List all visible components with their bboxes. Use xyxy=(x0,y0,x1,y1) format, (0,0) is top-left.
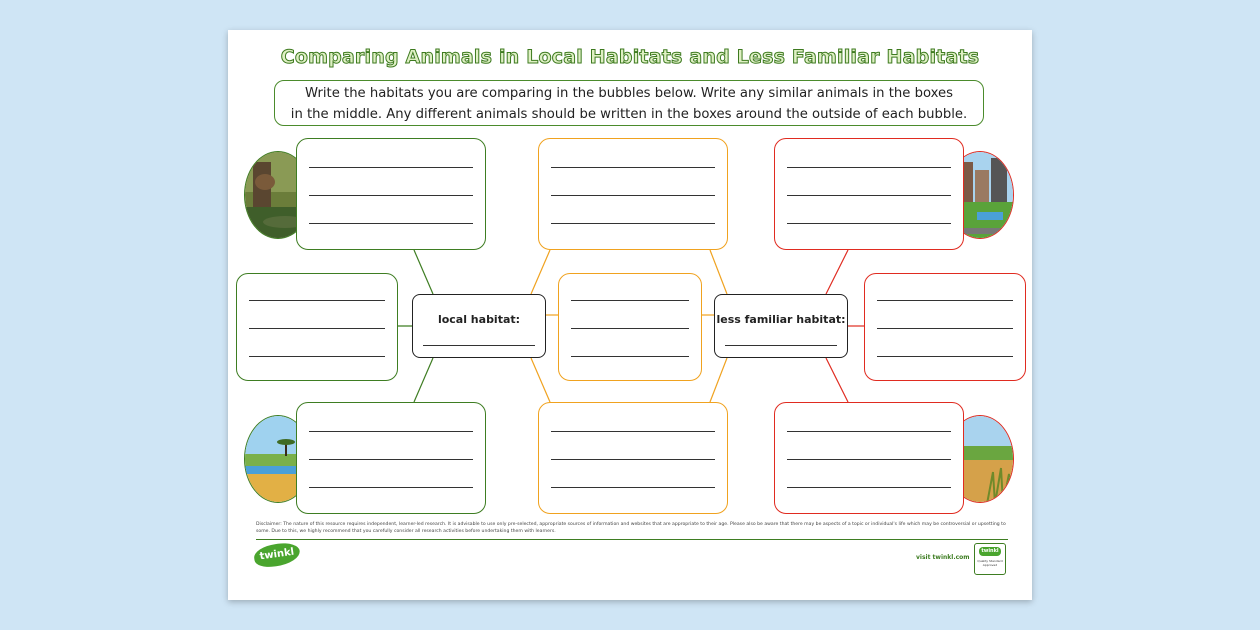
local-habitat-bubble[interactable] xyxy=(412,294,546,358)
visit-link[interactable]: visit twinkl.com xyxy=(916,554,970,561)
worksheet xyxy=(228,30,1032,600)
badge-title: twinkl xyxy=(979,547,1001,556)
less-familiar-habitat-label: less familiar habitat: xyxy=(716,313,846,326)
disclaimer-text: Disclaimer: The nature of this resource requires independent, learner-led research. It is advisable to use only pre-selected, appropriate sources of information and websites that are appropriate to their age. Please also be aware that there may be aspects of a topic or individual's life which may be controversial or upsetting to some. Due to this, we highly recommend that you carefully consider all research activities before undertaking them with learners. xyxy=(256,522,1006,534)
footer-divider xyxy=(256,539,1008,540)
less-familiar-habitat-bubble[interactable] xyxy=(714,294,848,358)
instructions-line-1: Write the habitats you are comparing in the bubbles below. Write any similar animals in the boxes xyxy=(305,86,953,101)
similar-animals-box-top[interactable] xyxy=(538,138,728,250)
quality-badge xyxy=(974,543,1006,575)
less-familiar-animals-box-bottom[interactable] xyxy=(774,402,964,514)
instructions-line-2: in the middle. Any different animals should be written in the boxes around the outside of each bubble. xyxy=(290,107,968,122)
less-familiar-animals-box-right[interactable] xyxy=(864,273,1026,381)
twinkl-logo: twinkl xyxy=(253,541,302,569)
local-animals-box-top[interactable] xyxy=(296,138,486,250)
local-habitat-label: local habitat: xyxy=(437,313,521,326)
similar-animals-box-bottom[interactable] xyxy=(538,402,728,514)
local-animals-box-bottom[interactable] xyxy=(296,402,486,514)
badge-subtitle: Quality Standard Approved xyxy=(977,559,1003,567)
local-animals-box-left[interactable] xyxy=(236,273,398,381)
similar-animals-box-middle[interactable] xyxy=(558,273,702,381)
less-familiar-animals-box-top[interactable] xyxy=(774,138,964,250)
page-title: Comparing Animals in Local Habitats and Less Familiar Habitats xyxy=(280,46,980,68)
